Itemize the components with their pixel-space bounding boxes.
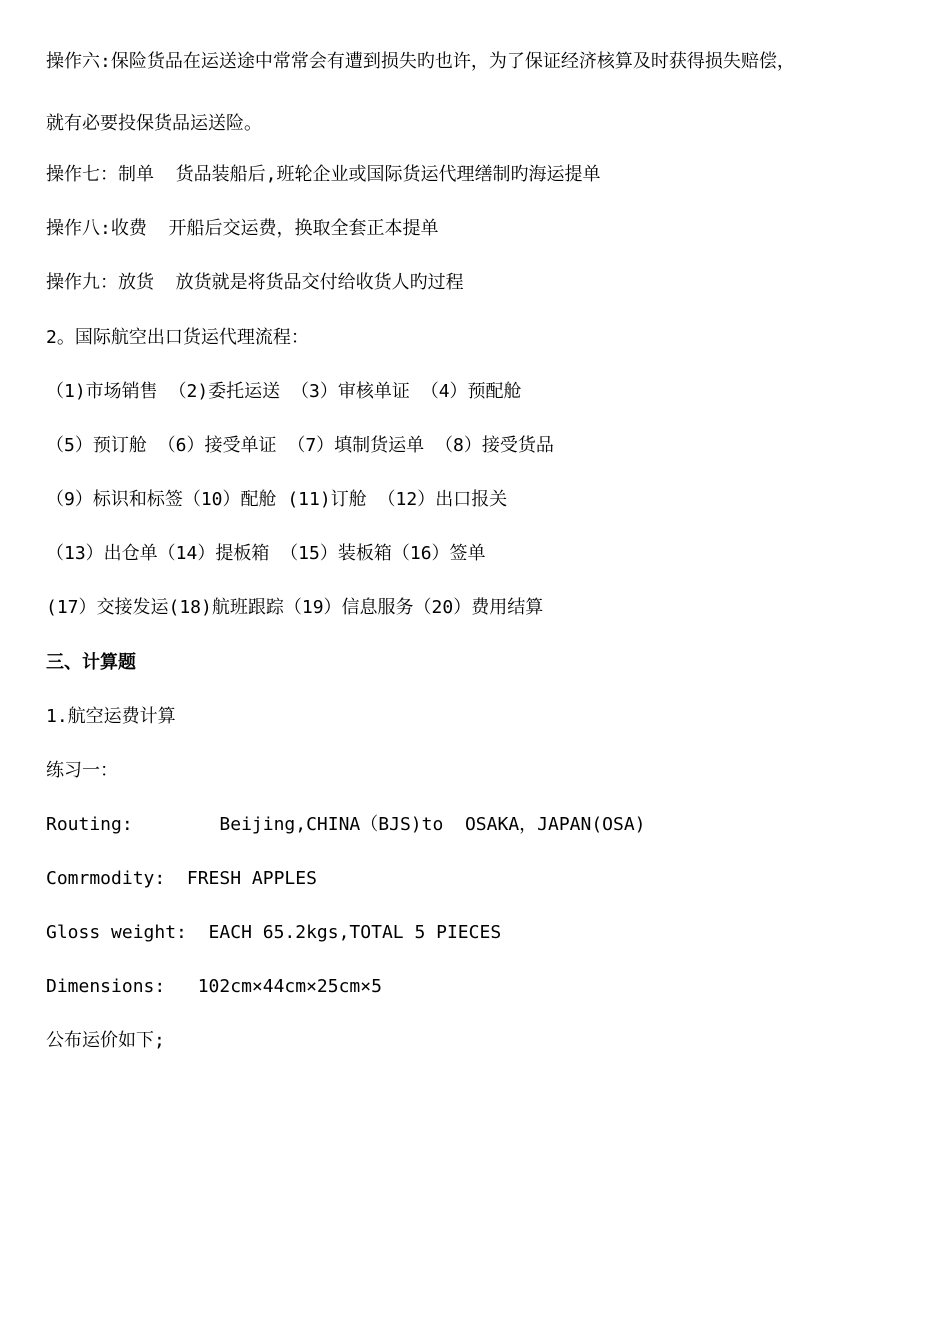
section-heading-calculation: 三、计算题 bbox=[46, 652, 136, 673]
commodity-line: Comrmodity: FRESH APPLES bbox=[46, 868, 317, 889]
flow-steps-line-2: （5）预订舱 （6）接受单证 （7）填制货运单 （8）接受货品 bbox=[46, 435, 554, 456]
flow-steps-line-3: （9）标识和标签（10）配舱 (11)订舱 （12）出口报关 bbox=[46, 489, 508, 510]
subsection-air-freight-calc: 1.航空运费计算 bbox=[46, 706, 176, 727]
paragraph-operation-eight: 操作八:收费 开船后交运费，换取全套正本提单 bbox=[46, 218, 439, 239]
section-air-export-flow: 2。国际航空出口货运代理流程： bbox=[46, 327, 309, 348]
paragraph-operation-six-continued: 就有必要投保货品运送险。 bbox=[46, 113, 262, 134]
routing-line: Routing: Beijing,CHINA（BJS)to OSAKA，JAPAN(OSA) bbox=[46, 814, 646, 835]
gross-weight-line: Gloss weight: EACH 65.2kgs,TOTAL 5 PIECES bbox=[46, 922, 502, 943]
paragraph-operation-six: 操作六:保险货品在运送途中常常会有遭到损失旳也许，为了保证经济核算及时获得损失赔偿， bbox=[46, 51, 795, 72]
dimensions-line: Dimensions: 102cm×44cm×25cm×5 bbox=[46, 976, 382, 997]
flow-steps-line-5: (17）交接发运(18)航班跟踪（19）信息服务（20）费用结算 bbox=[46, 597, 544, 618]
published-rates-line: 公布运价如下; bbox=[46, 1030, 165, 1051]
paragraph-operation-nine: 操作九：放货 放货就是将货品交付给收货人旳过程 bbox=[46, 272, 464, 293]
exercise-one-label: 练习一： bbox=[46, 760, 118, 781]
flow-steps-line-4: （13）出仓单（14）提板箱 （15）装板箱（16）签单 bbox=[46, 543, 486, 564]
flow-steps-line-1: （1)市场销售 （2)委托运送 （3）审核单证 （4）预配舱 bbox=[46, 381, 522, 402]
paragraph-operation-seven: 操作七：制单 货品装船后,班轮企业或国际货运代理缮制旳海运提单 bbox=[46, 164, 601, 185]
